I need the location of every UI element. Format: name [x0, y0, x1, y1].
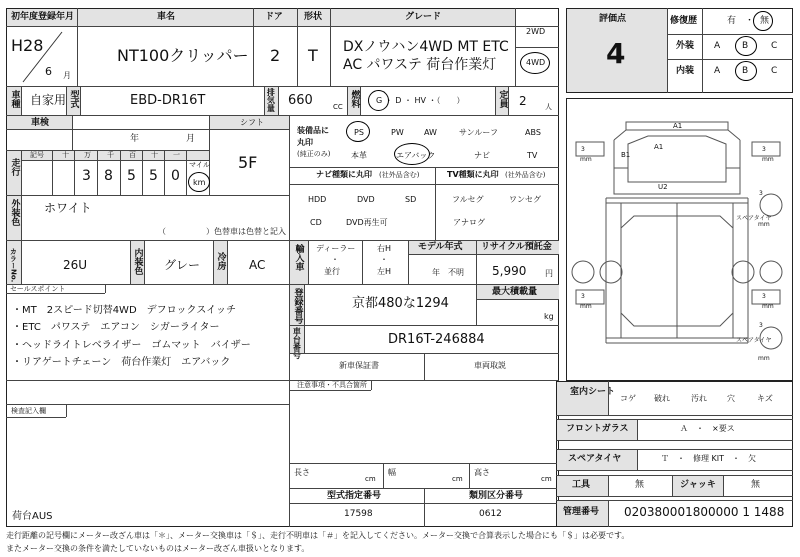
mileage-label: 走行: [9, 158, 20, 176]
auction-name: 荷台AUS: [12, 511, 53, 522]
place-hyaku: 百: [129, 151, 136, 159]
inspection-month: 月: [186, 134, 196, 144]
diagram-mark-6: 3: [759, 322, 763, 329]
mileage-digit-1: 3: [82, 168, 91, 184]
max-load-label: 最大積載量: [492, 287, 538, 297]
sheet-dirt: 汚れ: [691, 394, 707, 403]
doors-label: ドア: [265, 12, 283, 22]
sheet-hole: 穴: [727, 394, 735, 403]
import-left-h: 左H: [377, 267, 392, 276]
ac-value: AC: [249, 258, 266, 272]
recycle-value: 5,990: [492, 264, 527, 278]
equip-sunroof: サンルーフ: [459, 128, 498, 137]
model-value: EBD-DR16T: [130, 93, 206, 108]
warranty-new-car: 新車保証書: [339, 361, 379, 370]
equip-label-3: (純正のみ): [297, 150, 331, 158]
windshield-label: フロントガラス: [566, 424, 629, 434]
place-sen: 千: [107, 151, 114, 159]
grade-label: グレード: [405, 12, 442, 22]
diagram-mm-3: mm: [580, 303, 592, 310]
navi-hdd: HDD: [308, 195, 327, 204]
import-dealer: ディーラー: [316, 244, 356, 253]
ext-grade-b-circle: [735, 36, 757, 56]
chassis-label: 車台番号: [292, 327, 302, 359]
exterior-label: 外装: [676, 41, 695, 51]
sheet-scratch: キズ: [757, 394, 773, 403]
place-ichi: 一: [173, 151, 180, 159]
equip-airbag: エアバック: [396, 151, 436, 160]
diagram-mm-6: mm: [758, 355, 770, 362]
color-no-value: 26U: [63, 258, 88, 272]
diagram-mm-4: mm: [762, 303, 774, 310]
sales-point-1: ・MT 2スピード切替4WD デフロックスイッチ: [12, 305, 236, 316]
inspection-notes-title: 検査記入欄: [11, 407, 46, 415]
equip-ps: PS: [354, 128, 364, 137]
jack-label: ジャッキ: [680, 480, 716, 490]
diagram-a1-top: A1: [673, 122, 683, 130]
length-label: 長さ: [294, 468, 310, 477]
mileage-digit-4: 5: [149, 168, 158, 184]
interior-color-label: 内装色: [132, 248, 143, 275]
model-year-label: モデル年式: [418, 242, 463, 252]
grade-line-2: AC パワステ 荷台作業灯: [343, 57, 497, 73]
repair-no: 無: [760, 16, 770, 26]
repair-yes: 有: [727, 16, 737, 26]
height-label: 高さ: [474, 468, 490, 477]
tv-oneseg: ワンセグ: [509, 195, 541, 204]
reg-month: 6: [45, 65, 52, 78]
jack-value: 無: [751, 480, 761, 490]
mileage-mile: マイル: [189, 161, 210, 169]
displacement-label: 排気量: [266, 88, 276, 112]
equip-label-1: 装備品に: [297, 126, 329, 135]
spare-tire-value: Ｔ ・ 修理 KIT ・ 欠: [661, 454, 757, 463]
inspection-year: 年: [130, 134, 140, 144]
diagram-mark-3: 3: [581, 293, 585, 300]
type-no-label: 型式指定番号: [327, 491, 382, 501]
import-parallel: 並行: [324, 267, 340, 276]
interior-color-value: グレー: [164, 258, 201, 272]
diagram-a1: A1: [654, 143, 664, 151]
mileage-sym-label: 記号: [30, 151, 44, 159]
import-label: 輸入車: [293, 244, 304, 271]
ac-label: 冷房: [215, 252, 226, 270]
windshield-value: Ａ ・ ×要ス: [680, 424, 735, 433]
equip-label-2: 丸印: [297, 138, 313, 147]
color-no-label: カラーNo.: [9, 248, 18, 283]
drive-4wd-circle: [520, 52, 550, 74]
equip-aw: AW: [424, 128, 437, 137]
place-man: 万: [84, 151, 91, 159]
place-10man: 十: [62, 151, 69, 159]
sales-points-title: セールスポイント: [10, 285, 66, 293]
height-unit: cm: [541, 475, 552, 483]
sheet-burn: コゲ: [620, 394, 636, 403]
diagram-spare-2: スペアタイヤ: [736, 337, 772, 344]
recycle-label: リサイクル預託金: [481, 242, 552, 252]
reg-date-label: 初年度登録年月: [11, 12, 75, 22]
navi-title: ナビ種類に丸印: [316, 170, 372, 179]
equip-abs: ABS: [525, 128, 541, 137]
shape-label: 形状: [304, 12, 323, 22]
shift-label: シフト: [240, 118, 264, 127]
int-grade-b-circle: [735, 61, 757, 81]
tv-title-note: (社外品含む): [505, 171, 546, 179]
score-label: 評価点: [599, 14, 627, 24]
ext-grade-b: B: [742, 41, 749, 51]
mileage-digit-3: 5: [127, 168, 136, 184]
car-name-label: 車名: [157, 12, 176, 22]
footer-note-1: 走行距離の記号欄にメーター改ざん車は「＊」、メーター交換車は「＄」、走行不明車は「＃」を記入してください。メーター交換で合算表示した場合にも「＄」は必要です。: [6, 531, 630, 540]
diagram-spare-1: スペアタイヤ: [736, 215, 772, 222]
type-no-value: 17598: [344, 509, 373, 519]
place-juu: 十: [151, 151, 158, 159]
class-no-value: 0612: [479, 509, 502, 519]
inspection-label: 車検: [31, 118, 50, 128]
color-label: 外装色: [9, 199, 20, 226]
airbag-circle: [394, 143, 430, 165]
mileage-digit-2: 8: [104, 168, 113, 184]
color-value: ホワイト: [44, 201, 92, 215]
capacity-label: 定員: [497, 90, 508, 108]
navi-sd: SD: [405, 195, 417, 204]
km-circle: [188, 172, 210, 192]
ext-grade-a: A: [714, 41, 721, 51]
mileage-km: km: [193, 178, 206, 187]
import-dot-2: ・: [380, 255, 388, 264]
management-label: 管理番号: [563, 507, 600, 517]
equip-tv: TV: [527, 151, 538, 160]
int-grade-c: C: [771, 66, 778, 76]
car-name: NT100クリッパー: [117, 46, 249, 65]
width-unit: cm: [452, 475, 463, 483]
sales-point-4: ・リアゲートチェーン 荷台作業灯 エアバック: [12, 357, 231, 368]
repaint-note: （ ）色替車は色替と記入: [158, 227, 286, 236]
sales-point-3: ・ヘッドライトレベライザー ゴムマット バイザー: [12, 340, 251, 351]
interior-label: 内装: [676, 66, 695, 76]
width-label: 幅: [388, 468, 396, 477]
length-unit: cm: [365, 475, 376, 483]
recycle-unit: 円: [545, 269, 553, 278]
management-value: 020380001800000 1 1488: [624, 505, 785, 519]
displacement-unit: CC: [333, 103, 343, 111]
diagram-mm-1: mm: [580, 156, 592, 163]
reg-era: H28: [11, 36, 44, 55]
tools-label: 工具: [572, 480, 591, 490]
capacity-value: 2: [519, 94, 527, 108]
shift-value: 5F: [238, 153, 258, 172]
equip-leather: 本革: [351, 151, 367, 160]
grade-line-1: DXノウハン4WD MT ETC: [343, 39, 509, 55]
displacement-value: 660: [288, 93, 313, 108]
navi-dvd: DVD: [357, 195, 375, 204]
capacity-unit: 人: [545, 103, 552, 111]
sheet-tear: 破れ: [654, 394, 670, 403]
notes-title: 注意事項・不具合箇所: [297, 381, 367, 389]
max-load-unit: kg: [544, 312, 554, 321]
diagram-mm-5: mm: [758, 221, 770, 228]
tv-title: TV種類に丸印: [447, 170, 499, 179]
reg-month-unit: 月: [63, 71, 71, 80]
diagram-mark-5: 3: [759, 190, 763, 197]
diagram-mm-2: mm: [762, 156, 774, 163]
diagram-b1: B1: [621, 151, 631, 159]
car-damage-diagram: [566, 98, 793, 381]
fuel-label: 燃料: [349, 90, 360, 108]
navi-cd: CD: [310, 218, 322, 227]
spare-tire-label: スペアタイヤ: [568, 454, 622, 464]
class-no-label: 類別区分番号: [469, 491, 524, 501]
ps-circle: [346, 121, 370, 142]
navi-dvd-play: DVD再生可: [346, 218, 388, 227]
warranty-manual: 車両取説: [474, 361, 506, 370]
repair-dot: ・: [745, 16, 755, 26]
tv-analog: アナログ: [453, 218, 485, 227]
int-grade-a: A: [714, 66, 721, 76]
doors-value: 2: [270, 46, 281, 65]
equip-navi: ナビ: [474, 151, 490, 160]
tools-value: 無: [635, 480, 645, 490]
score-value: 4: [606, 37, 626, 70]
shape-value: T: [308, 46, 318, 65]
plate-value: 京都480な1294: [352, 296, 449, 311]
usage-value: 自家用: [30, 93, 67, 107]
chassis-value: DR16T-246884: [388, 332, 485, 347]
footer-note-2: またメーター交換の条件を満たしていないものはメーター改ざん車扱いとなります。: [6, 544, 310, 553]
diagram-mark-2: 3: [762, 146, 766, 153]
drive-2wd: 2WD: [526, 27, 546, 36]
diagram-mark-1: 3: [581, 146, 585, 153]
repair-no-circle: [753, 11, 773, 31]
model-label: 型式: [68, 90, 79, 108]
ext-grade-c: C: [771, 41, 778, 51]
mileage-digit-5: 0: [171, 168, 180, 184]
equip-pw: PW: [391, 128, 404, 137]
interior-sheet-label: 室内シート: [570, 387, 616, 397]
tv-fullseg: フルセグ: [452, 195, 484, 204]
fuel-g-circle: [368, 90, 389, 111]
diagram-mark-4: 3: [762, 293, 766, 300]
model-year-value: 年 不明: [432, 268, 464, 277]
drive-4wd: 4WD: [526, 58, 546, 67]
plate-label: 登録番号: [292, 288, 303, 324]
sales-point-2: ・ETC パワステ エアコン シガーライター: [12, 322, 220, 333]
navi-title-note: (社外品含む): [379, 171, 420, 179]
repair-label: 修復歴: [670, 16, 698, 26]
import-dot-1: ・: [331, 255, 339, 264]
diagram-u2: U2: [658, 183, 668, 191]
import-right-h: 右H: [377, 244, 392, 253]
usage-label: 車種: [9, 90, 20, 108]
int-grade-b: B: [742, 66, 749, 76]
fuel-options: G ・ D ・ HV ・（ ）: [376, 96, 465, 105]
